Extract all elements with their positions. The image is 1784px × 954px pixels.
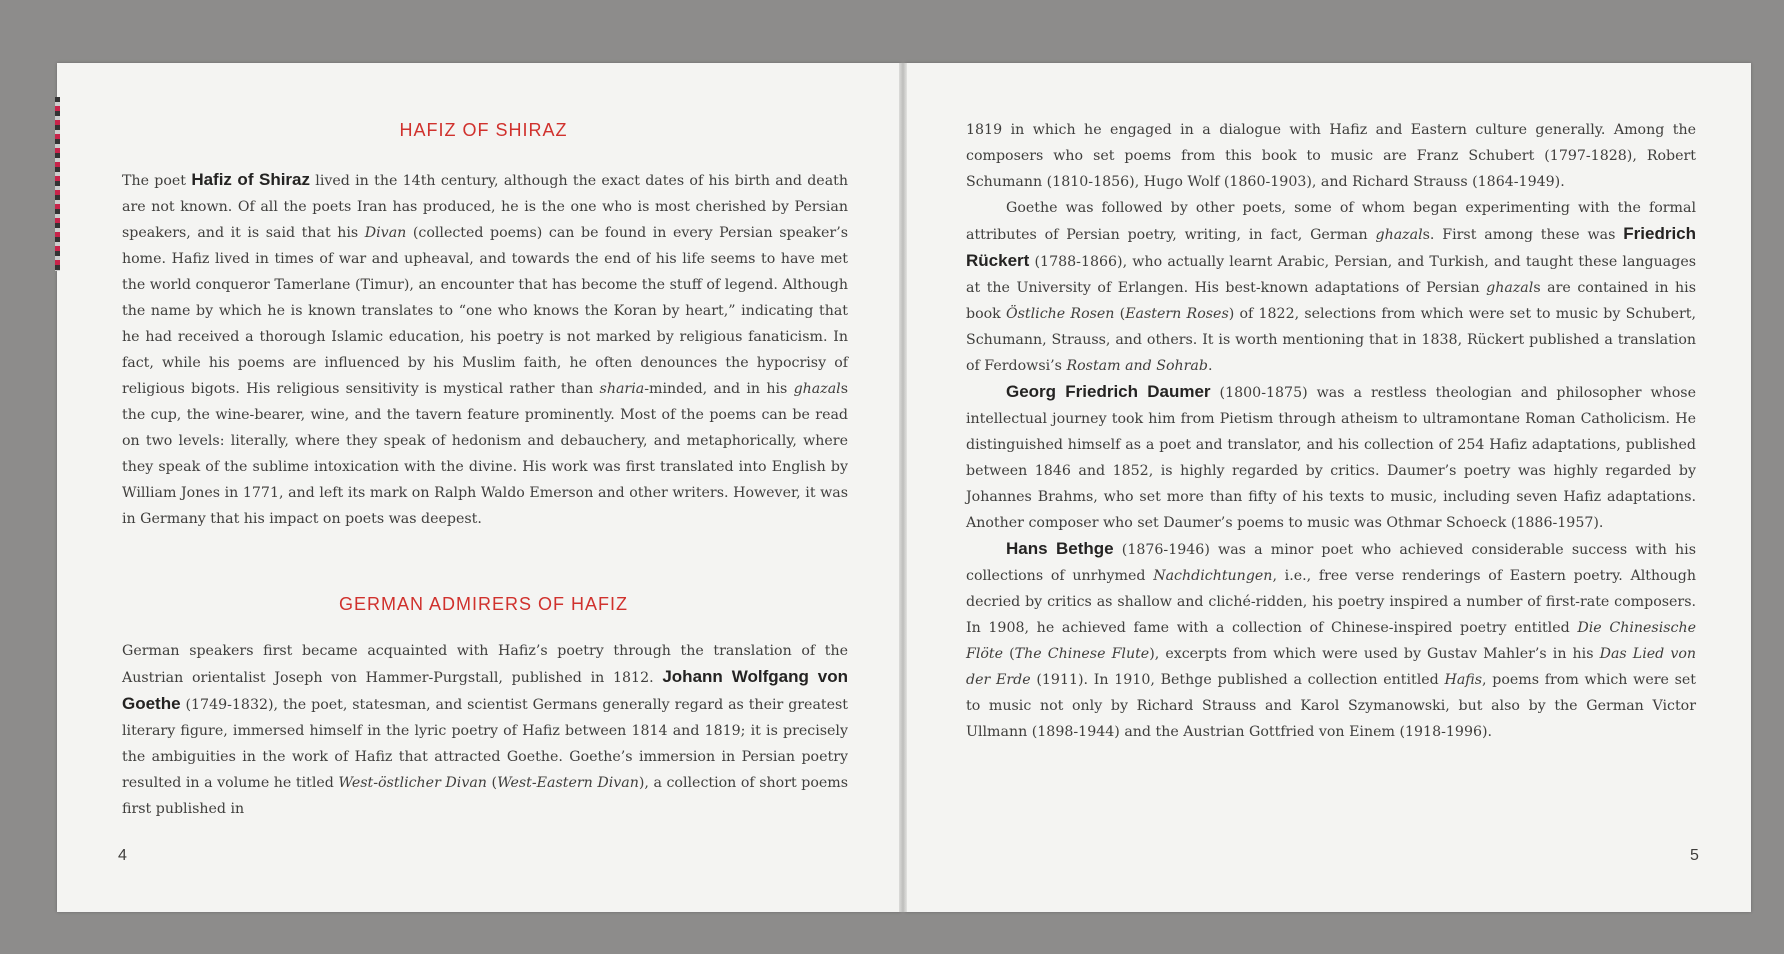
page-number-right: 5 <box>1690 847 1699 864</box>
text-run: (collected poems) can be found in every Persian speaker’s home. Hafiz lived in times of war and upheaval, and towards the end of his life seems to have met the world conqueror Tamerlane (Timur), an encounter that has become the stuff of legend. Although the name by which he is known translates to “one who knows the Koran by heart,” indicating that he had received a thorough Islamic education, his poetry is not marked by religious fanaticism. In fact, while his poems are influenced by his Muslim faith, he often denounces the hypocrisy of religious bigots. His religious sensitivity is mystical rather than <box>122 225 848 397</box>
name-bethge: Hans Bethge <box>1006 539 1114 558</box>
italic-term: Die Chinesische Flöte <box>966 620 1696 662</box>
paragraph-daumer <box>966 379 1696 536</box>
page-number-left: 4 <box>118 847 127 864</box>
name-daumer: Georg Friedrich Daumer <box>1006 382 1211 401</box>
right-column <box>966 117 1696 745</box>
text-run: (1876-1946) was a minor poet who achieved considerable success with his collections of unrhymed <box>966 542 1696 584</box>
text-run: ( <box>486 775 498 791</box>
text-run: lived in the 14th century, although the exact dates of his birth and death are not known. Of all the poets Iran has produced, he is the one who is most cherished by Persian speakers, and it is said that his <box>122 173 849 241</box>
italic-term: ghazal <box>793 381 841 397</box>
name-rueckert: Friedrich Rückert <box>966 224 1697 270</box>
heading-german-admirers: GERMAN ADMIRERS OF HAFIZ <box>338 594 629 614</box>
text-run: (1788-1866), who actually learnt Arabic, Persian, and Turkish, and taught these languages at the University of Erlangen. His best-known adaptations of Persian <box>966 254 1696 296</box>
name-goethe: Johann Wolfgang von Goethe <box>122 667 848 713</box>
italic-term: Rostam and Sohrab <box>1066 358 1208 374</box>
heading-hafiz-of-shiraz: HAFIZ OF SHIRAZ <box>399 120 568 140</box>
text-run: . <box>1207 358 1213 374</box>
text-run: (1911). In 1910, Bethge published a collection entitled <box>1030 672 1445 688</box>
text-run: s. First among these was <box>1422 227 1624 243</box>
text-run: -minded, and in his <box>644 381 794 397</box>
text-run: s the cup, the wine-bearer, wine, and the tavern feature prominently. Most of the poems can be read on two levels: literally, where they speak of hedonism and debauchery, and metaphorically, where they speak of the sublime intoxication with the divine. His work was first translated into English by William Jones in 1771, and left its mark on Ralph Waldo Emerson and other writers. However, it was in Germany that his impact on poets was deepest. <box>122 381 848 527</box>
paragraph-bethge <box>966 536 1696 745</box>
italic-term: West-Eastern Divan <box>497 775 639 791</box>
italic-term: ghazal <box>1375 227 1423 243</box>
paragraph-german-admirers <box>122 638 848 822</box>
paragraph-rueckert <box>966 195 1696 379</box>
italic-term: Nachdichtungen <box>1153 568 1273 584</box>
left-column-bottom <box>122 638 848 822</box>
text-run: Goethe was followed by other poets, some of whom began experimenting with the formal attributes of Persian poetry, writing, in fact, German <box>966 200 1696 243</box>
page-edge-strip <box>55 97 60 271</box>
italic-term: ghazal <box>1486 280 1534 296</box>
italic-term: The Chinese Flute <box>1014 646 1150 662</box>
italic-term: West-östlicher Divan <box>338 775 487 791</box>
text-run: German speakers first became acquainted with Hafiz’s poetry through the translation of the Austrian orientalist Joseph von Hammer-Purgstall, published in 1812. <box>122 643 848 686</box>
text-run: The poet <box>122 173 192 189</box>
italic-term: Das Lied von der Erde <box>966 646 1697 688</box>
text-run: (1800-1875) was a restless theologian and philosopher whose intellectual journey took him from Pietism through atheism to ultramontane Roman Catholicism. He distinguished himself as a poet and translator, and his collection of 254 Hafiz adaptations, published between 1846 and 1852, is highly regarded by critics. Daumer’s poetry was highly regarded by Johannes Brahms, who set more than fifty of his texts to music, including seven Hafiz adaptations. Another composer who set Daumer’s poems to music was Othmar Schoeck (1886-1957). <box>966 385 1696 531</box>
italic-term: Hafis <box>1444 672 1483 688</box>
text-run: s are contained in his book <box>966 280 1696 322</box>
name-hafiz-of-shiraz: Hafiz of Shiraz <box>191 170 310 189</box>
left-column-top <box>122 167 848 532</box>
text-run: ), excerpts from which were used by Gustav Mahler’s in his <box>1149 646 1600 662</box>
book-gutter <box>899 63 907 912</box>
italic-term: sharia <box>599 381 645 397</box>
text-run: ( <box>1003 646 1015 662</box>
italic-term: Östliche Rosen <box>1006 306 1115 322</box>
text-run: (1749-1832), the poet, statesman, and scientist Germans generally regard as their greatest literary figure, immersed himself in the lyric poetry of Hafiz between 1814 and 1819; it is precisely the ambiguities in the work of Hafiz that attracted Goethe. Goethe’s immersion in Persian poetry resulted in a volume he titled <box>122 697 848 791</box>
text-run: , i.e., free verse renderings of Eastern poetry. Although decried by critics as shallow and cliché-ridden, his poetry inspired a number of first-rate composers. In 1908, he achieved fame with a collection of Chinese-inspired poetry entitled <box>966 568 1696 636</box>
text-run: , poems from which were set to music not only by Richard Strauss and Karol Szymanowski, but also by the German Victor Ullmann (1898-1944) and the Austrian Gottfried von Einem (1918-1996). <box>966 672 1697 740</box>
paragraph-continuation: 1819 in which he engaged in a dialogue with Hafiz and Eastern culture generally. Among the composers who set poems from this book to music are Franz Schubert (1797-1828), Robert Schumann (1810-1856), Hugo Wolf (1860-1903), and Richard Strauss (1864-1949). <box>966 122 1696 190</box>
text-run: ) of 1822, selections from which were set to music by Schubert, Schumann, Strauss, and others. It is worth mentioning that in 1838, Rückert published a translation of Ferdowsi’s <box>966 306 1697 374</box>
text-run: ), a collection of short poems first published in <box>122 775 848 817</box>
italic-term: Divan <box>364 225 407 241</box>
text-run: ( <box>1114 306 1126 322</box>
paragraph-hafiz <box>122 167 848 532</box>
italic-term: Eastern Roses <box>1125 306 1229 322</box>
